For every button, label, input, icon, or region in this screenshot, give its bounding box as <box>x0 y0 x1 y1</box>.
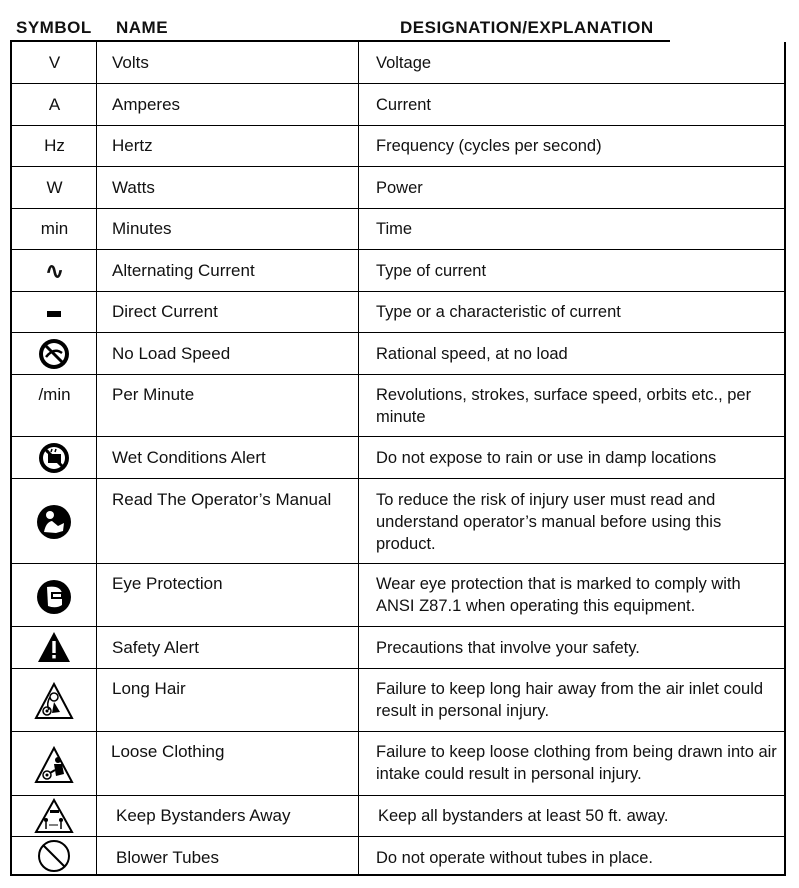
row-explanation: Frequency (cycles per second) <box>376 137 602 155</box>
safety-alert-icon <box>37 631 71 663</box>
row-explanation: Rational speed, at no load <box>376 345 568 363</box>
row-explanation: Power <box>376 179 423 197</box>
table-row <box>12 437 784 479</box>
symbol-text: min <box>40 219 69 238</box>
row-explanation: Time <box>376 220 413 238</box>
row-name: No Load Speed <box>112 344 231 363</box>
row-name: Keep Bystanders Away <box>116 806 291 825</box>
loose-clothing-icon <box>34 746 74 784</box>
row-name: Safety Alert <box>112 638 199 657</box>
row-name: Amperes <box>112 95 181 114</box>
table-row <box>12 167 784 209</box>
row-explanation: Type of current <box>376 262 487 280</box>
blower-tubes-icon <box>36 838 72 874</box>
table-row <box>12 479 784 564</box>
direct-current-icon <box>47 311 61 317</box>
table-row <box>12 250 784 292</box>
row-explanation: Failure to keep loose clothing from being drawn into air intake could result in personal injury. <box>376 743 777 783</box>
row-name: Watts <box>112 178 155 197</box>
symbol-text: /min <box>38 385 71 404</box>
header-name: NAME <box>116 18 169 37</box>
row-explanation: Wear eye protection that is marked to comply with ANSI Z87.1 when operating this equipment. <box>376 575 741 615</box>
row-name: Loose Clothing <box>111 742 225 761</box>
no-load-speed-icon <box>37 337 71 371</box>
table-header <box>0 0 799 42</box>
table-row <box>12 627 784 669</box>
wet-conditions-icon <box>37 441 71 475</box>
table-row <box>12 669 784 732</box>
row-explanation: Type or a characteristic of current <box>376 303 621 321</box>
row-explanation: Failure to keep long hair away from the air inlet could result in personal injury. <box>376 680 764 720</box>
row-explanation: To reduce the risk of injury user must read and understand operator’s manual before using this product. <box>376 491 722 553</box>
row-name: Read The Operator’s Manual <box>112 490 332 509</box>
table-row <box>12 42 784 84</box>
row-name: Alternating Current <box>112 261 255 280</box>
symbol-text: V <box>48 53 61 72</box>
row-name: Direct Current <box>112 302 218 321</box>
table-row <box>12 375 784 437</box>
header-explanation: DESIGNATION/EXPLANATION <box>400 18 654 37</box>
eye-protection-icon <box>36 579 72 615</box>
table-row <box>12 564 784 627</box>
table-row <box>12 84 784 126</box>
symbols-table <box>10 42 786 876</box>
table-row <box>12 796 784 837</box>
symbol-text: A <box>48 95 61 114</box>
row-name: Blower Tubes <box>116 848 219 867</box>
long-hair-icon <box>34 682 74 720</box>
row-name: Volts <box>112 53 149 72</box>
row-explanation: Revolutions, strokes, surface speed, orbits etc., per minute <box>376 386 752 426</box>
row-name: Eye Protection <box>112 574 223 593</box>
table-row <box>12 333 784 375</box>
row-name: Per Minute <box>112 385 195 404</box>
row-explanation: Keep all bystanders at least 50 ft. away. <box>378 807 669 825</box>
row-explanation: Do not operate without tubes in place. <box>376 849 654 867</box>
row-explanation: Current <box>376 96 432 114</box>
table-row <box>12 837 784 874</box>
symbol-text: Hz <box>44 136 65 155</box>
header-symbol: SYMBOL <box>16 18 92 37</box>
row-name: Hertz <box>112 136 153 155</box>
read-manual-icon <box>36 504 72 540</box>
table-row <box>12 209 784 250</box>
row-explanation: Voltage <box>376 54 432 72</box>
alternating-current-icon: ∿ <box>44 258 65 285</box>
table-row <box>12 126 784 167</box>
row-explanation: Precautions that involve your safety. <box>376 639 640 657</box>
row-name: Minutes <box>112 219 172 238</box>
symbol-text: W <box>46 178 63 197</box>
row-explanation: Do not expose to rain or use in damp locations <box>376 449 717 467</box>
table-row <box>12 292 784 333</box>
row-name: Long Hair <box>112 679 186 698</box>
row-name: Wet Conditions Alert <box>112 448 266 467</box>
keep-bystanders-away-icon <box>34 798 74 834</box>
table-row <box>12 732 784 796</box>
